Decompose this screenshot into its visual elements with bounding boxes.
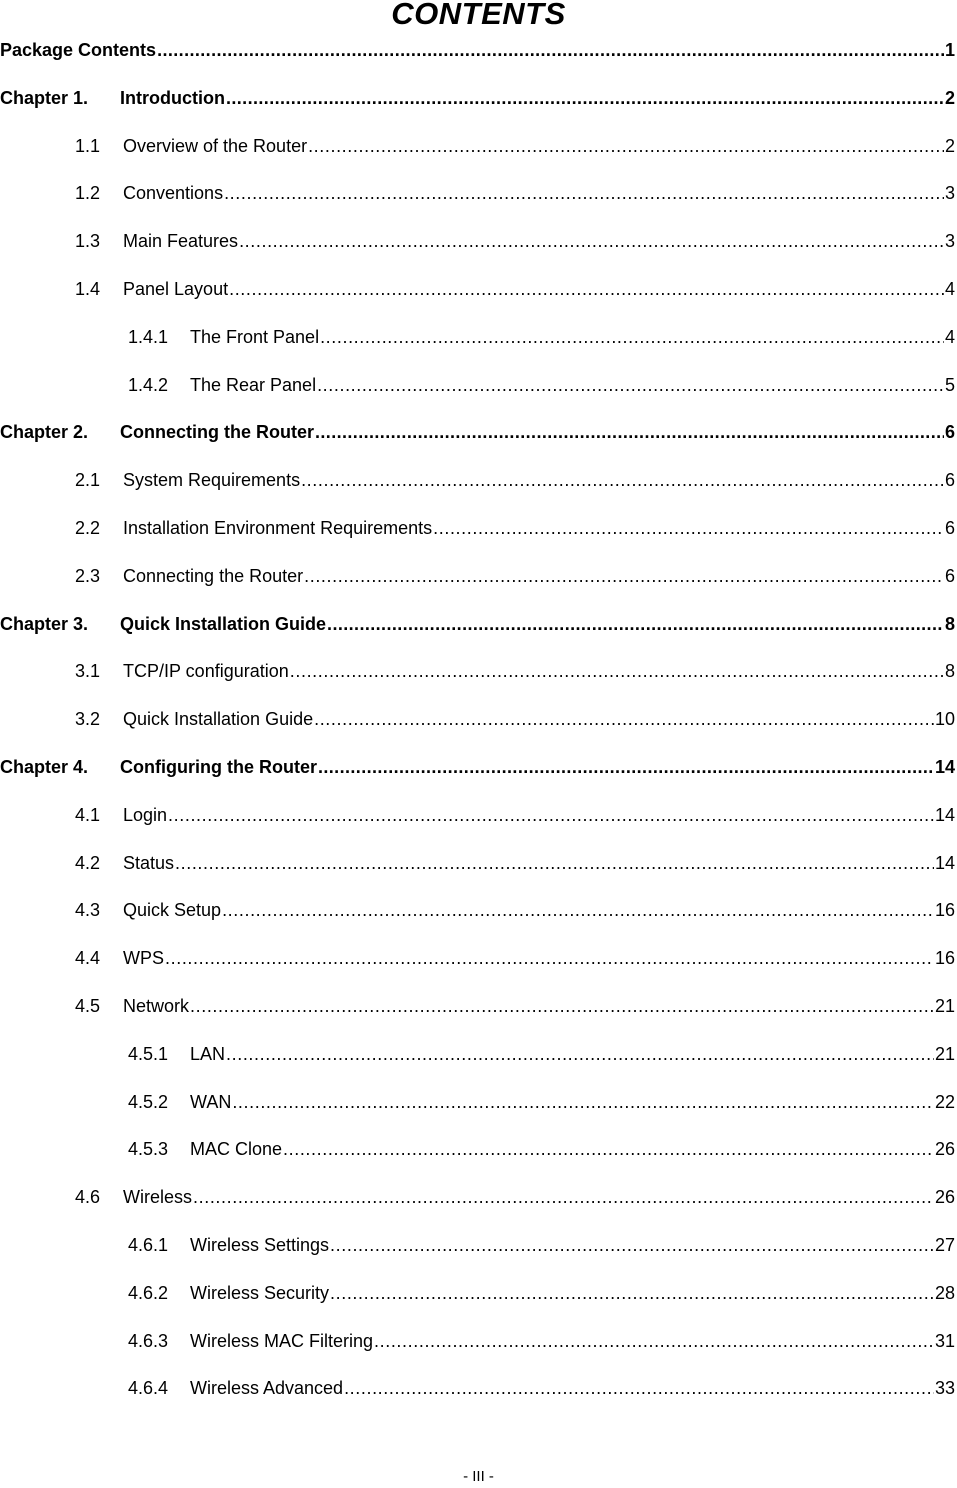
dot-leader	[314, 709, 934, 730]
toc-entry[interactable]	[0, 1044, 957, 1092]
toc-entry-title[interactable]: WPS	[123, 948, 165, 969]
toc-entry-number: 4.5.1	[128, 1043, 169, 1064]
toc-entry-page: 16	[934, 948, 955, 969]
dot-leader	[239, 231, 944, 252]
dot-leader	[327, 614, 944, 635]
toc-entry-title[interactable]: Network	[123, 995, 190, 1016]
toc-entry-title[interactable]: MAC Clone	[190, 1139, 283, 1160]
dot-leader	[168, 805, 934, 826]
dot-leader	[224, 183, 944, 204]
toc-entry-title[interactable]: Overview of the Router	[123, 135, 308, 156]
toc-entry[interactable]	[0, 1331, 957, 1379]
dot-leader	[226, 88, 944, 109]
toc-entry-page: 5	[944, 374, 955, 395]
toc-entry-page: 27	[934, 1234, 955, 1255]
toc-entry-page: 6	[944, 565, 955, 586]
toc-entry-page: 31	[934, 1330, 955, 1351]
toc-entry-title[interactable]: Wireless	[123, 1187, 193, 1208]
toc-entry[interactable]	[0, 757, 957, 805]
page-title: CONTENTS	[391, 0, 566, 31]
toc-entry-number: 4.6.3	[128, 1330, 169, 1351]
toc-entry-title[interactable]: Wireless MAC Filtering	[190, 1330, 374, 1351]
toc-entry-page: 4	[944, 278, 955, 299]
toc-entry-title[interactable]: Main Features	[123, 231, 239, 252]
toc-entry-title[interactable]: The Rear Panel	[190, 374, 317, 395]
toc-entry[interactable]	[0, 566, 957, 614]
dot-leader	[315, 422, 944, 443]
toc-entry[interactable]	[0, 1092, 957, 1140]
toc-entry-number: 4.6	[75, 1187, 101, 1208]
toc-entry-page: 22	[934, 1091, 955, 1112]
toc-entry-page: 16	[934, 900, 955, 921]
toc-entry-number: 1.1	[75, 135, 101, 156]
toc-entry-page: 6	[944, 422, 955, 443]
toc-entry-title[interactable]: Conventions	[123, 183, 224, 204]
toc-entry[interactable]	[0, 614, 957, 662]
toc-entry-page: 21	[934, 1043, 955, 1064]
toc-entry-number: 2.2	[75, 517, 101, 538]
toc-entry-page: 1	[944, 40, 955, 60]
toc-entry[interactable]	[0, 470, 957, 518]
toc-entry[interactable]	[0, 996, 957, 1044]
toc-entry-page: 14	[934, 756, 955, 777]
toc-entry-page: 28	[934, 1282, 955, 1303]
toc-entry[interactable]	[0, 948, 957, 996]
toc-entry-title[interactable]: Panel Layout	[123, 278, 229, 299]
toc-entry-number: 4.5	[75, 995, 101, 1016]
dot-leader	[226, 1044, 934, 1065]
toc-entry-page: 4	[944, 326, 955, 347]
toc-entry-number: 4.5.2	[128, 1091, 169, 1112]
toc-entry[interactable]	[0, 1139, 957, 1187]
dot-leader	[157, 40, 944, 61]
toc-entry-number: 4.6.2	[128, 1282, 169, 1303]
toc-entry-number: 2.3	[75, 565, 101, 586]
dot-leader	[222, 900, 934, 921]
toc-entry-page: 2	[944, 135, 955, 156]
toc-entry-number: 1.4.2	[128, 374, 169, 395]
toc-entry[interactable]	[0, 183, 957, 231]
toc-entry[interactable]	[0, 1235, 957, 1283]
toc-entry-number: 3.2	[75, 709, 101, 730]
toc-entry[interactable]	[0, 518, 957, 566]
dot-leader	[304, 566, 944, 587]
dot-leader	[433, 518, 944, 539]
toc-entry-number: 1.2	[75, 183, 101, 204]
dot-leader	[165, 948, 934, 969]
toc-entry-title[interactable]: Wireless Advanced	[190, 1378, 344, 1399]
toc-entry-title[interactable]: System Requirements	[123, 470, 301, 491]
dot-leader	[232, 1092, 934, 1113]
dot-leader	[190, 996, 934, 1017]
toc-entry[interactable]	[0, 136, 957, 184]
toc-entry-page: 8	[944, 661, 955, 682]
toc-entry[interactable]	[0, 661, 957, 709]
toc-entry-title[interactable]: Installation Environment Requirements	[123, 517, 433, 538]
toc-entry-page: 6	[944, 470, 955, 491]
dot-leader	[175, 853, 934, 874]
toc-entry-number: 1.3	[75, 231, 101, 252]
toc-entry[interactable]	[0, 422, 957, 470]
toc-entry[interactable]	[0, 1378, 957, 1426]
toc-entry-page: 21	[934, 995, 955, 1016]
toc-entry-number: Chapter 4.	[0, 756, 89, 777]
toc-entry-title[interactable]: Login	[123, 804, 168, 825]
toc-entry-number: Chapter 2.	[0, 422, 89, 443]
toc-entry-title[interactable]: Introduction	[120, 87, 225, 108]
toc-entry[interactable]	[0, 853, 957, 901]
toc-entry[interactable]	[0, 900, 957, 948]
dot-leader	[283, 1139, 934, 1160]
toc-entry-page: 8	[944, 613, 955, 634]
toc-entry-page: 2	[944, 87, 955, 108]
toc-entry-number: 3.1	[75, 661, 101, 682]
toc-entry-number: 4.6.1	[128, 1234, 169, 1255]
toc-entry-title[interactable]: LAN	[190, 1043, 226, 1064]
dot-leader	[374, 1331, 934, 1352]
toc-entry-title[interactable]: TCP/IP configuration	[123, 661, 289, 682]
toc-entry-title[interactable]: Package Contents	[0, 40, 157, 60]
toc-entry-page: 26	[934, 1187, 955, 1208]
table-of-contents	[0, 40, 957, 1426]
toc-entry-title[interactable]: Quick Installation Guide	[120, 613, 327, 634]
toc-entry-number: 1.4	[75, 278, 101, 299]
toc-entry-title[interactable]: Quick Setup	[123, 900, 222, 921]
dot-leader	[320, 327, 944, 348]
dot-leader	[344, 1378, 934, 1399]
toc-entry[interactable]	[0, 1187, 957, 1235]
toc-entry-title[interactable]: Wireless Security	[190, 1282, 330, 1303]
toc-entry-title[interactable]: Connecting the Router	[123, 565, 304, 586]
dot-leader	[308, 136, 944, 157]
dot-leader	[229, 279, 944, 300]
toc-entry-page: 3	[944, 231, 955, 252]
dot-leader	[301, 470, 944, 491]
toc-entry-page: 10	[934, 709, 955, 730]
toc-entry-page: 14	[934, 804, 955, 825]
toc-entry[interactable]	[0, 805, 957, 853]
dot-leader	[290, 661, 944, 682]
toc-entry-number: 4.2	[75, 852, 101, 873]
toc-entry-number: 1.4.1	[128, 326, 169, 347]
toc-entry[interactable]	[0, 88, 957, 136]
toc-entry-number: Chapter 1.	[0, 87, 89, 108]
toc-entry-page: 3	[944, 183, 955, 204]
toc-entry[interactable]	[0, 279, 957, 327]
toc-entry-number: 4.6.4	[128, 1378, 169, 1399]
toc-entry-page: 33	[934, 1378, 955, 1399]
page-number-footer: - III -	[463, 1468, 494, 1485]
toc-entry-number: 2.1	[75, 470, 101, 491]
toc-entry-title[interactable]: Status	[123, 852, 175, 873]
toc-entry-number: 4.1	[75, 804, 101, 825]
toc-entry-page: 26	[934, 1139, 955, 1160]
toc-entry-title[interactable]: WAN	[190, 1091, 232, 1112]
toc-entry[interactable]	[0, 231, 957, 279]
toc-entry-number: 4.4	[75, 948, 101, 969]
toc-entry[interactable]	[0, 327, 957, 375]
toc-entry[interactable]	[0, 375, 957, 423]
dot-leader	[330, 1283, 934, 1304]
toc-entry-number: 4.3	[75, 900, 101, 921]
toc-entry[interactable]	[0, 40, 957, 88]
toc-entry-page: 6	[944, 517, 955, 538]
toc-entry-number: 4.5.3	[128, 1139, 169, 1160]
dot-leader	[318, 757, 934, 778]
toc-entry-title[interactable]: Wireless Settings	[190, 1234, 330, 1255]
toc-entry-page: 14	[934, 852, 955, 873]
toc-entry[interactable]	[0, 1283, 957, 1331]
toc-entry-title[interactable]: Connecting the Router	[120, 422, 314, 443]
dot-leader	[330, 1235, 934, 1256]
toc-entry[interactable]	[0, 709, 957, 757]
toc-entry-number: Chapter 3.	[0, 613, 89, 634]
toc-entry-title[interactable]: The Front Panel	[190, 326, 320, 347]
toc-entry-title[interactable]: Configuring the Router	[120, 756, 317, 777]
dot-leader	[317, 375, 944, 396]
toc-entry-title[interactable]: Quick Installation Guide	[123, 709, 314, 730]
dot-leader	[193, 1187, 934, 1208]
